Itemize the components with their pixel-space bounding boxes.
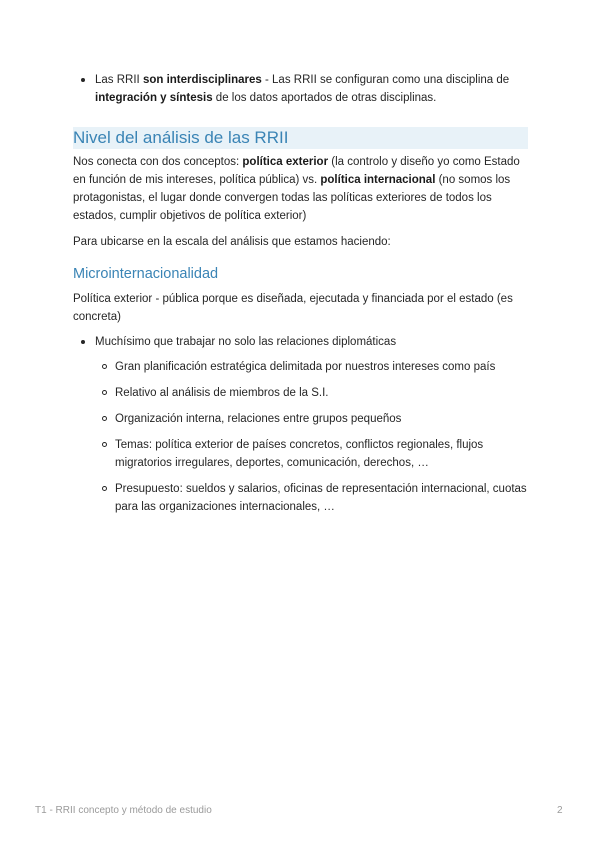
section-paragraph — [73, 153, 528, 225]
sub-bullet: Presupuesto: sueldos y salarios, oficinas de representación internacional, cuotas para las organizaciones internacionales, … — [73, 480, 528, 516]
bold-text: son interdisciplinares — [142, 74, 262, 86]
section-heading: Nivel del análisis de las RRII — [73, 127, 528, 149]
subsection-heading: Microinternacionalidad — [73, 266, 219, 282]
scale-paragraph: Para ubicarse en la escala del análisis que estamos haciendo: — [73, 236, 391, 248]
text: Las RRII — [95, 74, 143, 86]
sub-bullet: Organización interna, relaciones entre grupos pequeños — [73, 410, 528, 428]
bold-text: integración y síntesis — [95, 92, 213, 104]
text: Muchísimo que trabajar no solo las relaciones diplomáticas — [95, 336, 397, 348]
text: de los datos aportados de otras disciplinas. — [212, 92, 437, 104]
sub-bullet: Gran planificación estratégica delimitada por nuestros intereses como país — [73, 358, 528, 376]
text: (no somos los protagonistas, el lugar donde convergen todas las políticas exteriores de todos los estados, cumplir objetivos de política exterior) — [73, 174, 511, 222]
main-list — [73, 333, 528, 351]
sub-list — [73, 358, 528, 516]
text: Nos conecta con dos conceptos: — [73, 156, 243, 168]
sub-bullet: Relativo al análisis de miembros de la S.I. — [73, 384, 528, 402]
intro-bullet — [73, 71, 528, 107]
main-bullet — [73, 333, 528, 351]
footer-title: T1 - RRII concepto y método de estudio — [35, 805, 212, 816]
intro-list — [73, 71, 528, 107]
page-number: 2 — [557, 805, 563, 816]
bold-text: política internacional — [320, 174, 436, 186]
micro-paragraph: Política exterior - pública porque es diseñada, ejecutada y financiada por el estado (es concreta) — [73, 293, 513, 323]
text: (la controlo y diseño yo como Estado en función de mis intereses, política pública) vs. — [73, 156, 520, 186]
bold-text: política exterior — [242, 156, 329, 168]
sub-bullet: Temas: política exterior de países concretos, conflictos regionales, flujos migratorios irregulares, deportes, comunicación, derechos, … — [73, 436, 528, 472]
text: - Las RRII se configuran como una disciplina de — [261, 74, 510, 86]
